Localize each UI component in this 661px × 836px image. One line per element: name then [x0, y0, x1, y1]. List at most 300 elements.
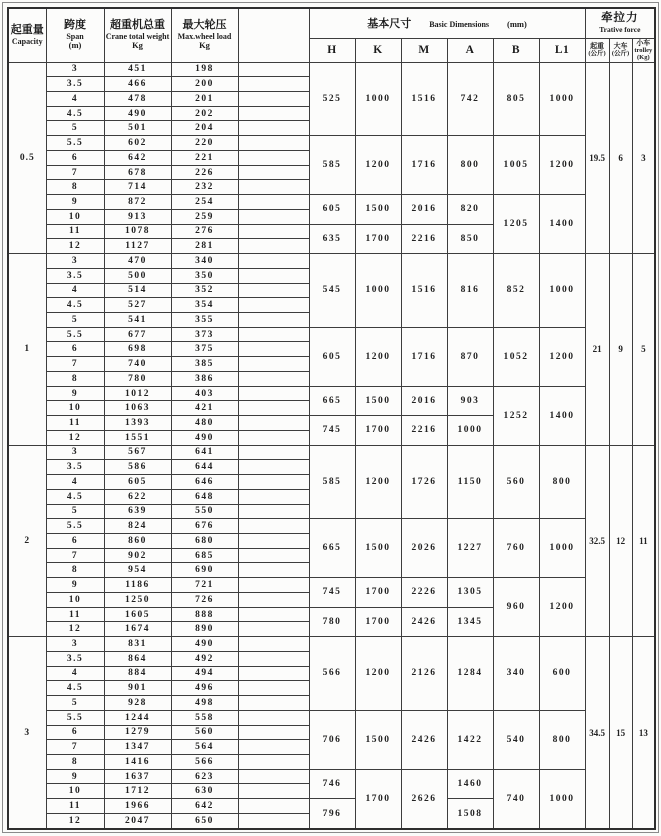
cell-dim-l1: 1400 [539, 195, 585, 254]
cell-crane-total-weight: 831 [104, 637, 171, 652]
cell-dim-a: 1508 [447, 799, 493, 829]
cell-blank [238, 637, 309, 652]
cell-span: 8 [46, 180, 104, 195]
cell-capacity: 0.5 [8, 62, 46, 254]
header-basic-dimensions [309, 8, 585, 38]
cell-span: 3.5 [46, 651, 104, 666]
cell-crane-total-weight: 1605 [104, 607, 171, 622]
cell-trative-trolley: 3 [632, 62, 655, 254]
cell-dim-b: 740 [493, 769, 539, 829]
cell-dim-b: 852 [493, 254, 539, 328]
cell-dim-a: 1422 [447, 710, 493, 769]
cell-blank [238, 224, 309, 239]
cell-dim-a: 820 [447, 195, 493, 224]
header-crane-total-weight [104, 8, 171, 62]
header-crane-total-weight-en: Crane total weight [105, 32, 170, 42]
spec-row [8, 254, 655, 269]
header-trative-hoist [585, 38, 609, 62]
cell-span: 7 [46, 548, 104, 563]
cell-span: 11 [46, 607, 104, 622]
cell-dim-k: 1700 [355, 578, 401, 607]
cell-span: 3.5 [46, 460, 104, 475]
cell-trative-bridge: 12 [609, 445, 632, 637]
cell-max-wheel-load: 564 [171, 740, 238, 755]
table-header [8, 8, 655, 62]
spec-row [8, 195, 655, 210]
cell-dim-a: 903 [447, 386, 493, 415]
cell-blank [238, 769, 309, 784]
cell-span: 3 [46, 445, 104, 460]
cell-blank [238, 725, 309, 740]
cell-max-wheel-load: 281 [171, 239, 238, 254]
cell-blank [238, 445, 309, 460]
cell-dim-a: 1305 [447, 578, 493, 607]
cell-max-wheel-load: 496 [171, 681, 238, 696]
cell-dim-b: 1052 [493, 327, 539, 386]
cell-max-wheel-load: 202 [171, 106, 238, 121]
cell-trative-trolley: 5 [632, 254, 655, 446]
cell-max-wheel-load: 385 [171, 357, 238, 372]
cell-crane-total-weight: 501 [104, 121, 171, 136]
cell-crane-total-weight: 884 [104, 666, 171, 681]
cell-crane-total-weight: 677 [104, 327, 171, 342]
cell-dim-m: 1516 [401, 254, 447, 328]
crane-specifications-table [7, 7, 656, 830]
cell-blank [238, 519, 309, 534]
cell-blank [238, 784, 309, 799]
cell-dim-m: 2626 [401, 769, 447, 829]
cell-max-wheel-load: 276 [171, 224, 238, 239]
cell-crane-total-weight: 1012 [104, 386, 171, 401]
cell-blank [238, 342, 309, 357]
cell-span: 9 [46, 195, 104, 210]
cell-span: 9 [46, 769, 104, 784]
cell-span: 3 [46, 637, 104, 652]
cell-dim-a: 1227 [447, 519, 493, 578]
cell-blank [238, 740, 309, 755]
spec-row [8, 386, 655, 401]
cell-span: 5.5 [46, 519, 104, 534]
cell-span: 12 [46, 813, 104, 829]
spec-row [8, 136, 655, 151]
cell-crane-total-weight: 1674 [104, 622, 171, 637]
cell-max-wheel-load: 641 [171, 445, 238, 460]
cell-span: 3.5 [46, 268, 104, 283]
cell-max-wheel-load: 352 [171, 283, 238, 298]
cell-dim-a: 1345 [447, 607, 493, 636]
cell-max-wheel-load: 200 [171, 77, 238, 92]
cell-max-wheel-load: 386 [171, 371, 238, 386]
cell-dim-a: 870 [447, 327, 493, 386]
cell-max-wheel-load: 221 [171, 150, 238, 165]
cell-blank [238, 489, 309, 504]
cell-dim-a: 1460 [447, 769, 493, 798]
cell-crane-total-weight: 1127 [104, 239, 171, 254]
header-trative-trolley-zh: 小车 [636, 38, 651, 47]
cell-max-wheel-load: 490 [171, 637, 238, 652]
header-dim-l1: L1 [539, 38, 585, 62]
cell-blank [238, 62, 309, 77]
cell-max-wheel-load: 550 [171, 504, 238, 519]
cell-span: 7 [46, 357, 104, 372]
cell-blank [238, 239, 309, 254]
cell-dim-b: 1205 [493, 195, 539, 254]
cell-max-wheel-load: 375 [171, 342, 238, 357]
cell-blank [238, 312, 309, 327]
cell-span: 4.5 [46, 489, 104, 504]
cell-span: 9 [46, 578, 104, 593]
cell-span: 10 [46, 209, 104, 224]
cell-dim-k: 1500 [355, 710, 401, 769]
header-max-wheel-load-en: Max.wheel load [177, 32, 232, 42]
cell-crane-total-weight: 605 [104, 475, 171, 490]
cell-crane-total-weight: 2047 [104, 813, 171, 829]
cell-dim-a: 742 [447, 62, 493, 136]
cell-trative-hoist: 34.5 [585, 637, 609, 829]
cell-crane-total-weight: 860 [104, 534, 171, 549]
cell-max-wheel-load: 201 [171, 91, 238, 106]
cell-crane-total-weight: 872 [104, 195, 171, 210]
cell-crane-total-weight: 527 [104, 298, 171, 313]
header-trative-trolley [632, 38, 655, 62]
cell-crane-total-weight: 639 [104, 504, 171, 519]
cell-dim-h: 585 [309, 445, 355, 519]
cell-blank [238, 298, 309, 313]
cell-dim-l1: 1200 [539, 327, 585, 386]
cell-crane-total-weight: 470 [104, 254, 171, 269]
cell-dim-a: 816 [447, 254, 493, 328]
cell-max-wheel-load: 204 [171, 121, 238, 136]
cell-blank [238, 710, 309, 725]
cell-blank [238, 121, 309, 136]
cell-dim-m: 2026 [401, 519, 447, 578]
header-trative-trolley-en: trolley [634, 46, 653, 54]
cell-crane-total-weight: 1186 [104, 578, 171, 593]
cell-crane-total-weight: 466 [104, 77, 171, 92]
header-trative-hoist-zh: 起重 [590, 42, 605, 51]
header-max-wheel-load-unit: Kg [199, 40, 210, 51]
cell-max-wheel-load: 254 [171, 195, 238, 210]
header-trative-force [585, 8, 655, 38]
spec-row [8, 327, 655, 342]
cell-crane-total-weight: 1279 [104, 725, 171, 740]
cell-dim-h: 745 [309, 578, 355, 607]
cell-dim-m: 2126 [401, 637, 447, 711]
header-basic-dimensions-unit: (mm) [507, 19, 527, 30]
cell-max-wheel-load: 421 [171, 401, 238, 416]
cell-dim-b: 960 [493, 578, 539, 637]
cell-dim-b: 340 [493, 637, 539, 711]
cell-blank [238, 209, 309, 224]
header-basic-dimensions-zh: 基本尺寸 [367, 18, 412, 31]
cell-dim-b: 560 [493, 445, 539, 519]
cell-dim-k: 1500 [355, 519, 401, 578]
cell-blank [238, 357, 309, 372]
cell-blank [238, 799, 309, 814]
cell-blank [238, 696, 309, 711]
cell-dim-k: 1200 [355, 136, 401, 195]
cell-crane-total-weight: 586 [104, 460, 171, 475]
cell-capacity: 1 [8, 254, 46, 446]
cell-max-wheel-load: 680 [171, 534, 238, 549]
cell-span: 5.5 [46, 327, 104, 342]
cell-span: 3 [46, 254, 104, 269]
cell-dim-m: 2426 [401, 710, 447, 769]
cell-crane-total-weight: 1551 [104, 430, 171, 445]
cell-blank [238, 592, 309, 607]
spec-row [8, 578, 655, 593]
cell-dim-a: 850 [447, 224, 493, 253]
cell-max-wheel-load: 198 [171, 62, 238, 77]
cell-dim-h: 665 [309, 386, 355, 415]
cell-dim-h: 585 [309, 136, 355, 195]
header-span-en: Span [66, 32, 84, 42]
cell-crane-total-weight: 1250 [104, 592, 171, 607]
cell-crane-total-weight: 1347 [104, 740, 171, 755]
cell-blank [238, 91, 309, 106]
cell-dim-l1: 1200 [539, 136, 585, 195]
cell-crane-total-weight: 902 [104, 548, 171, 563]
cell-span: 11 [46, 416, 104, 431]
cell-crane-total-weight: 567 [104, 445, 171, 460]
cell-dim-b: 540 [493, 710, 539, 769]
cell-dim-h: 706 [309, 710, 355, 769]
cell-dim-h: 605 [309, 327, 355, 386]
cell-dim-l1: 1000 [539, 62, 585, 136]
cell-max-wheel-load: 721 [171, 578, 238, 593]
cell-blank [238, 106, 309, 121]
cell-blank [238, 681, 309, 696]
cell-max-wheel-load: 566 [171, 755, 238, 770]
cell-crane-total-weight: 824 [104, 519, 171, 534]
cell-dim-l1: 1000 [539, 769, 585, 829]
cell-crane-total-weight: 1712 [104, 784, 171, 799]
cell-crane-total-weight: 541 [104, 312, 171, 327]
header-dim-a: A [447, 38, 493, 62]
header-dim-b: B [493, 38, 539, 62]
cell-blank [238, 755, 309, 770]
cell-span: 4 [46, 666, 104, 681]
cell-max-wheel-load: 220 [171, 136, 238, 151]
cell-dim-h: 665 [309, 519, 355, 578]
cell-blank [238, 150, 309, 165]
cell-blank [238, 371, 309, 386]
cell-max-wheel-load: 890 [171, 622, 238, 637]
cell-span: 5 [46, 121, 104, 136]
header-span-zh: 跨度 [64, 19, 86, 32]
cell-crane-total-weight: 913 [104, 209, 171, 224]
cell-capacity: 2 [8, 445, 46, 637]
cell-crane-total-weight: 864 [104, 651, 171, 666]
cell-span: 6 [46, 534, 104, 549]
cell-blank [238, 77, 309, 92]
cell-crane-total-weight: 1063 [104, 401, 171, 416]
cell-blank [238, 180, 309, 195]
cell-max-wheel-load: 232 [171, 180, 238, 195]
cell-crane-total-weight: 622 [104, 489, 171, 504]
cell-dim-k: 1500 [355, 386, 401, 415]
cell-span: 6 [46, 342, 104, 357]
header-dim-m: M [401, 38, 447, 62]
cell-dim-a: 800 [447, 136, 493, 195]
header-dim-h: H [309, 38, 355, 62]
cell-crane-total-weight: 478 [104, 91, 171, 106]
spec-row [8, 637, 655, 652]
cell-blank [238, 578, 309, 593]
cell-dim-l1: 1000 [539, 254, 585, 328]
cell-dim-a: 1150 [447, 445, 493, 519]
cell-max-wheel-load: 403 [171, 386, 238, 401]
cell-blank [238, 165, 309, 180]
header-max-wheel-load [171, 8, 238, 62]
cell-dim-m: 2016 [401, 195, 447, 224]
cell-trative-trolley: 11 [632, 445, 655, 637]
cell-crane-total-weight: 1244 [104, 710, 171, 725]
cell-span: 7 [46, 165, 104, 180]
cell-dim-m: 2226 [401, 578, 447, 607]
cell-trative-bridge: 6 [609, 62, 632, 254]
cell-dim-l1: 1200 [539, 578, 585, 637]
header-trative-bridge-zh: 大车 [613, 42, 628, 51]
cell-blank [238, 475, 309, 490]
cell-max-wheel-load: 350 [171, 268, 238, 283]
cell-max-wheel-load: 498 [171, 696, 238, 711]
cell-dim-k: 1700 [355, 769, 401, 829]
cell-span: 7 [46, 740, 104, 755]
cell-crane-total-weight: 954 [104, 563, 171, 578]
cell-max-wheel-load: 490 [171, 430, 238, 445]
cell-max-wheel-load: 354 [171, 298, 238, 313]
cell-crane-total-weight: 714 [104, 180, 171, 195]
cell-blank [238, 327, 309, 342]
cell-span: 11 [46, 799, 104, 814]
cell-max-wheel-load: 888 [171, 607, 238, 622]
header-crane-total-weight-zh: 超重机总重 [110, 19, 165, 32]
cell-blank [238, 283, 309, 298]
cell-dim-h: 796 [309, 799, 355, 829]
cell-dim-a: 1000 [447, 416, 493, 445]
header-dim-k: K [355, 38, 401, 62]
cell-dim-l1: 800 [539, 710, 585, 769]
cell-crane-total-weight: 780 [104, 371, 171, 386]
cell-span: 12 [46, 239, 104, 254]
cell-max-wheel-load: 650 [171, 813, 238, 829]
cell-dim-k: 1700 [355, 416, 401, 445]
cell-dim-l1: 600 [539, 637, 585, 711]
cell-max-wheel-load: 340 [171, 254, 238, 269]
cell-span: 6 [46, 725, 104, 740]
cell-blank [238, 416, 309, 431]
cell-span: 12 [46, 430, 104, 445]
cell-dim-m: 1726 [401, 445, 447, 519]
cell-max-wheel-load: 690 [171, 563, 238, 578]
cell-capacity: 3 [8, 637, 46, 829]
cell-dim-k: 1700 [355, 224, 401, 253]
header-span-unit: (m) [68, 40, 82, 51]
header-trative-bridge-unit: (公斤) [611, 50, 630, 58]
cell-max-wheel-load: 642 [171, 799, 238, 814]
header-crane-total-weight-unit: Kg [132, 40, 143, 51]
cell-crane-total-weight: 740 [104, 357, 171, 372]
cell-blank [238, 430, 309, 445]
header-row-1 [8, 8, 655, 38]
cell-trative-hoist: 32.5 [585, 445, 609, 637]
cell-crane-total-weight: 514 [104, 283, 171, 298]
cell-span: 8 [46, 755, 104, 770]
cell-span: 5 [46, 696, 104, 711]
cell-span: 3.5 [46, 77, 104, 92]
header-max-wheel-load-zh: 最大轮压 [182, 19, 227, 32]
cell-crane-total-weight: 698 [104, 342, 171, 357]
cell-dim-k: 1200 [355, 637, 401, 711]
cell-blank [238, 622, 309, 637]
header-capacity [8, 8, 46, 62]
cell-span: 5.5 [46, 136, 104, 151]
cell-max-wheel-load: 630 [171, 784, 238, 799]
header-trative-bridge [609, 38, 632, 62]
cell-span: 4 [46, 283, 104, 298]
cell-trative-bridge: 9 [609, 254, 632, 446]
cell-dim-b: 1252 [493, 386, 539, 445]
cell-span: 3 [46, 62, 104, 77]
cell-dim-h: 745 [309, 416, 355, 445]
cell-max-wheel-load: 480 [171, 416, 238, 431]
cell-span: 5.5 [46, 710, 104, 725]
cell-span: 5 [46, 312, 104, 327]
cell-crane-total-weight: 901 [104, 681, 171, 696]
cell-span: 10 [46, 401, 104, 416]
cell-crane-total-weight: 1393 [104, 416, 171, 431]
cell-max-wheel-load: 644 [171, 460, 238, 475]
cell-dim-k: 1700 [355, 607, 401, 636]
cell-crane-total-weight: 1637 [104, 769, 171, 784]
cell-crane-total-weight: 490 [104, 106, 171, 121]
header-span [46, 8, 104, 62]
cell-crane-total-weight: 451 [104, 62, 171, 77]
cell-span: 11 [46, 224, 104, 239]
cell-dim-k: 1200 [355, 445, 401, 519]
cell-dim-h: 780 [309, 607, 355, 636]
cell-max-wheel-load: 259 [171, 209, 238, 224]
header-capacity-en: Capacity [11, 36, 43, 46]
header-blank-column [238, 8, 309, 62]
cell-span: 5 [46, 504, 104, 519]
cell-dim-b: 760 [493, 519, 539, 578]
cell-dim-l1: 1000 [539, 519, 585, 578]
cell-span: 12 [46, 622, 104, 637]
cell-blank [238, 195, 309, 210]
cell-dim-l1: 1400 [539, 386, 585, 445]
cell-max-wheel-load: 685 [171, 548, 238, 563]
cell-max-wheel-load: 646 [171, 475, 238, 490]
cell-blank [238, 813, 309, 829]
cell-dim-m: 2216 [401, 416, 447, 445]
cell-max-wheel-load: 648 [171, 489, 238, 504]
cell-blank [238, 254, 309, 269]
cell-dim-h: 746 [309, 769, 355, 798]
cell-blank [238, 563, 309, 578]
cell-max-wheel-load: 623 [171, 769, 238, 784]
cell-dim-m: 1516 [401, 62, 447, 136]
cell-dim-h: 566 [309, 637, 355, 711]
spec-row [8, 769, 655, 784]
cell-blank [238, 534, 309, 549]
cell-max-wheel-load: 373 [171, 327, 238, 342]
header-trative-force-en: Trative force [599, 24, 641, 34]
cell-max-wheel-load: 226 [171, 165, 238, 180]
header-trative-trolley-unit: (Kg) [637, 54, 650, 62]
cell-dim-b: 1005 [493, 136, 539, 195]
